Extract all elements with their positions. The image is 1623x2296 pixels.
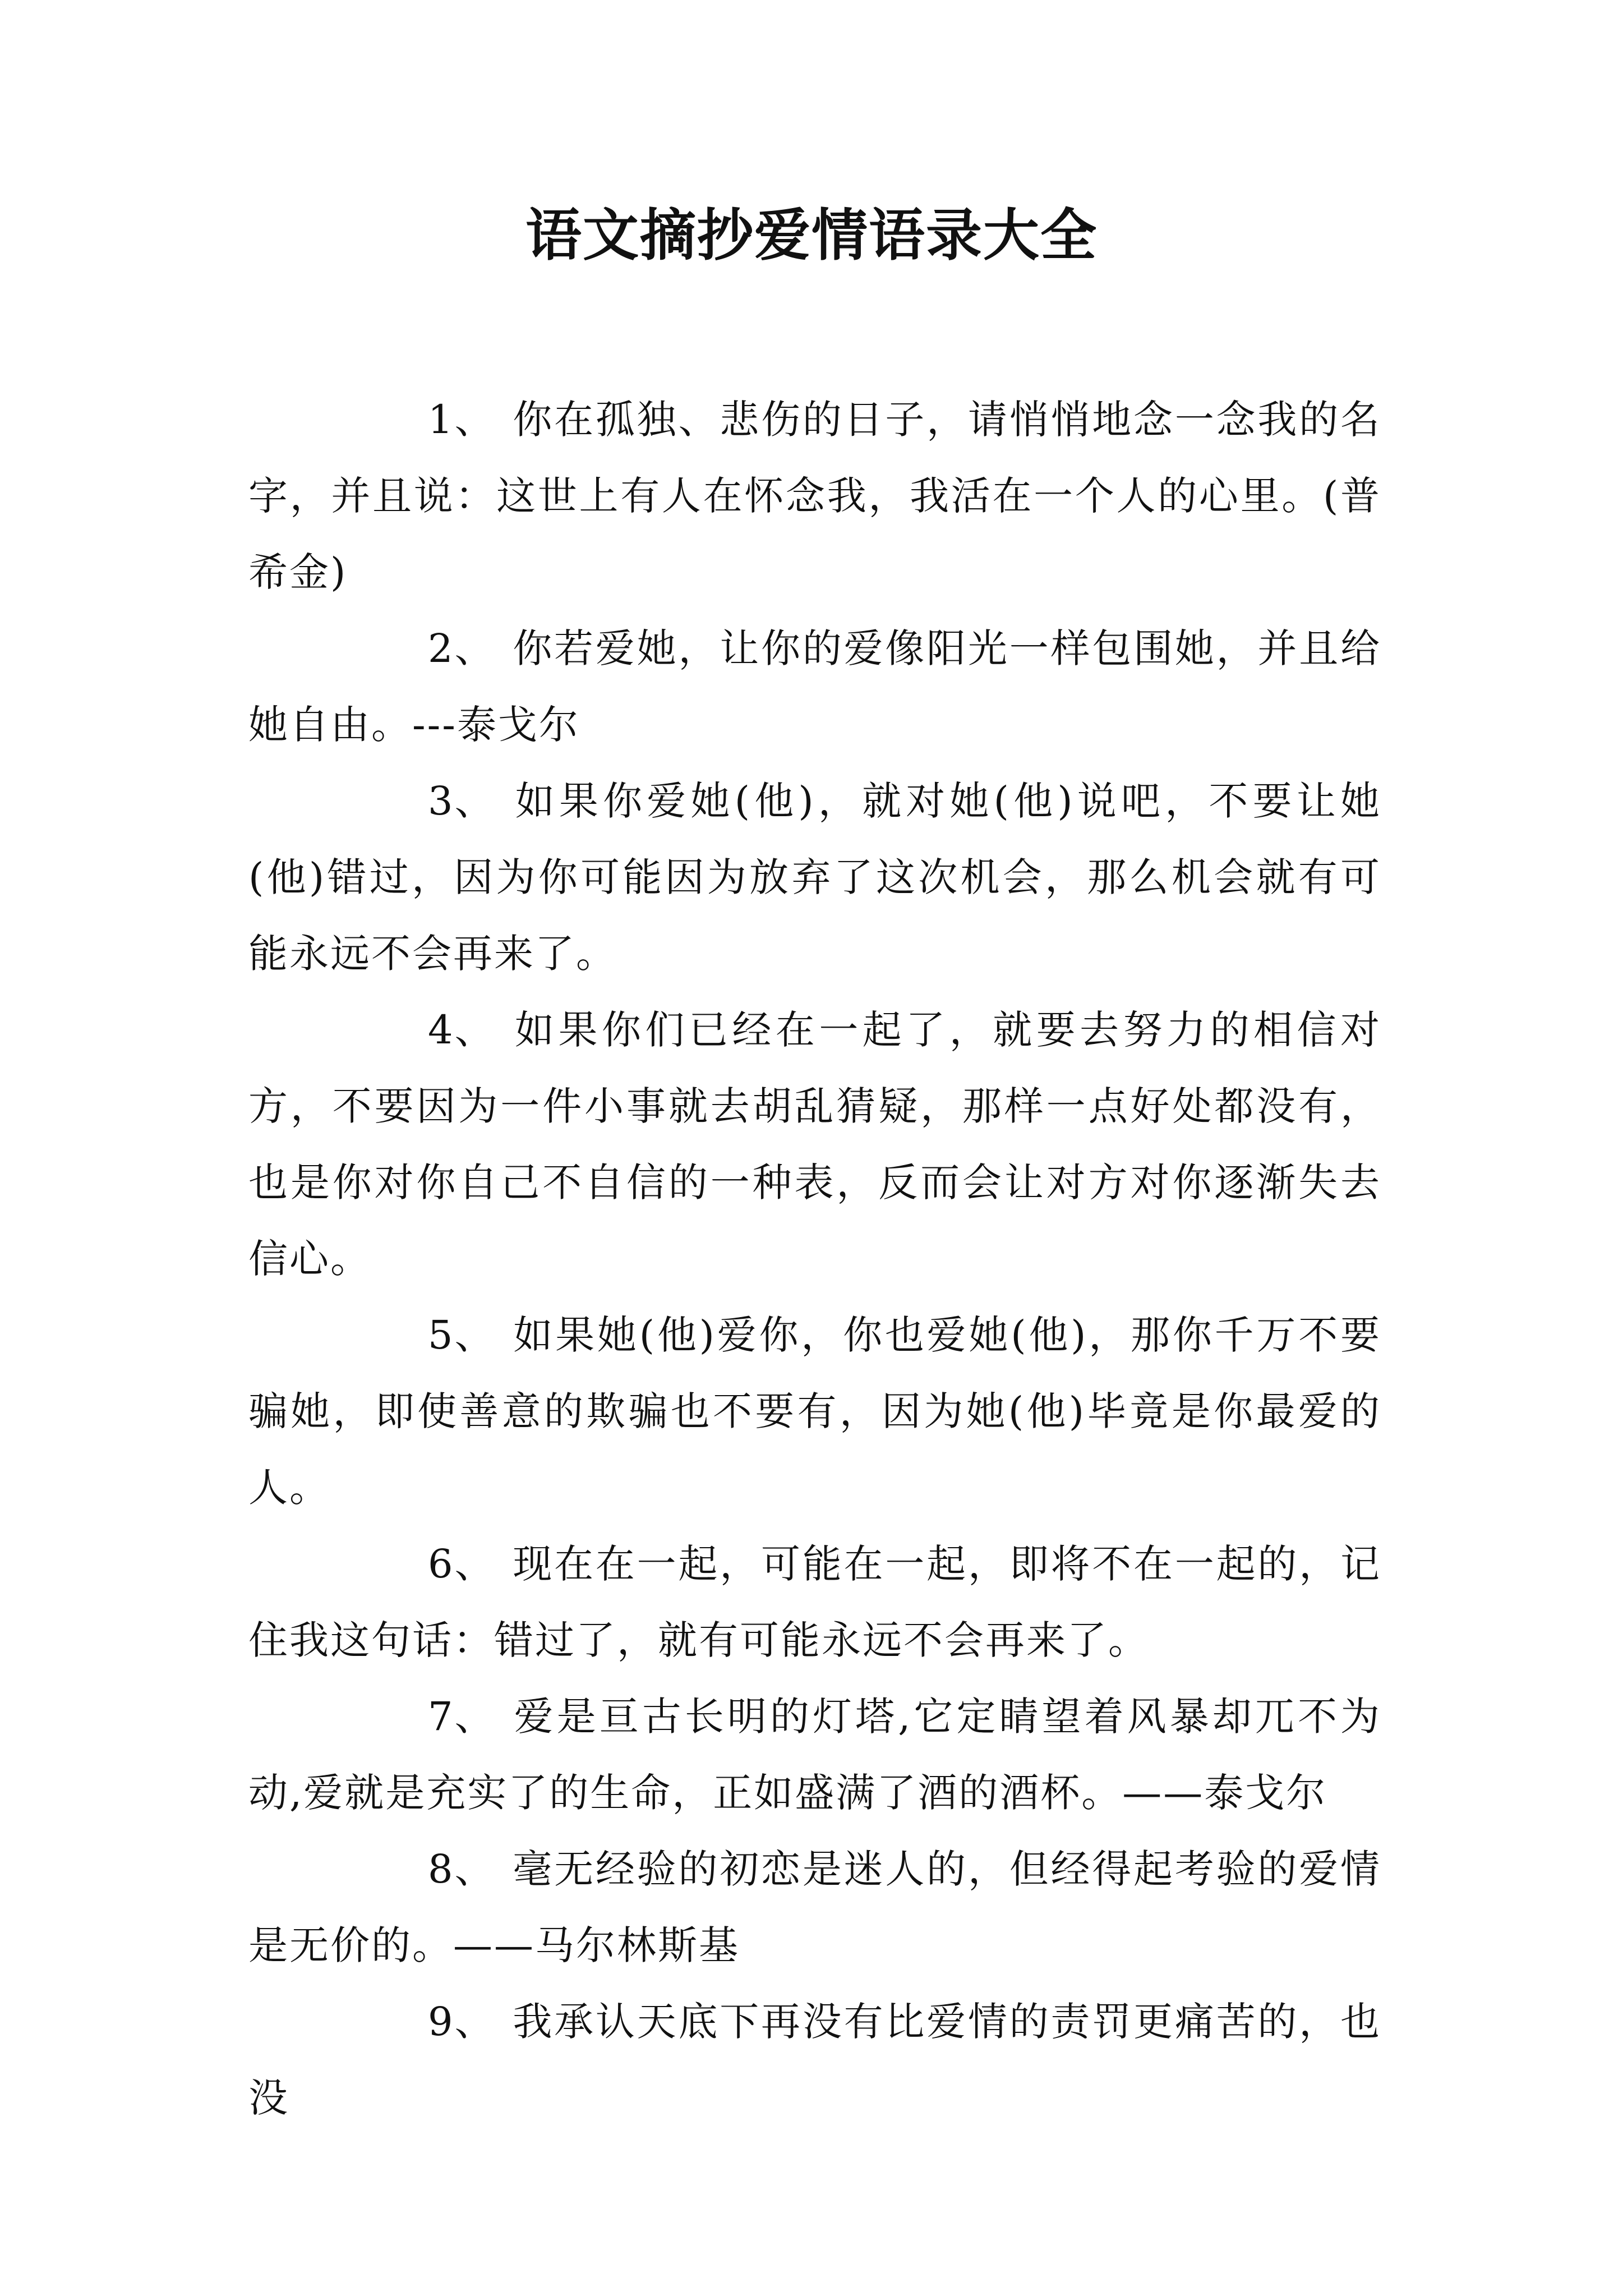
quote-text: 现在在一起，可能在一起，即将不在一起的，记住我这句话：错过了，就有可能永远不会再来了。 [248,1541,1381,1663]
quote-text: 爱是亘古长明的灯塔,它定睛望着风暴却兀不为动,爱就是充实了的生命，正如盛满了酒的酒杯。——泰戈尔 [248,1694,1381,1816]
quote-paragraph-6 [248,1526,1381,1678]
quote-paragraph-3 [248,763,1381,992]
quote-text: 毫无经验的初恋是迷人的，但经得起考验的爱情是无价的。——马尔林斯基 [248,1846,1381,1968]
quote-number: 3、 [428,778,496,824]
quote-number: 7、 [428,1694,496,1740]
quote-text: 如果她(他)爱你，你也爱她(他)，那你千万不要骗她，即使善意的欺骗也不要有，因为她(他)毕竟是你最爱的人。 [248,1312,1381,1511]
quote-number: 2、 [428,625,496,671]
quote-paragraph-7 [248,1678,1381,1831]
quote-paragraph-2 [248,610,1381,763]
quote-text: 你若爱她，让你的爱像阳光一样包围她，并且给她自由。---泰戈尔 [248,625,1381,748]
quote-paragraph-4 [248,992,1381,1297]
quote-paragraph-9 [248,1984,1381,2136]
quote-paragraph-1 [248,381,1381,610]
quote-number: 5、 [428,1312,496,1358]
quote-paragraph-8 [248,1831,1381,1984]
quote-text: 如果你爱她(他)，就对她(他)说吧，不要让她(他)错过，因为你可能因为放弃了这次机会，那么机会就有可能永远不会再来了。 [248,778,1381,977]
quote-number: 4、 [428,1007,496,1053]
quote-text: 我承认天底下再没有比爱情的责罚更痛苦的，也没 [248,1999,1381,2121]
quote-number: 6、 [428,1541,496,1587]
quote-text: 你在孤独、悲伤的日子，请悄悄地念一念我的名字，并且说：这世上有人在怀念我，我活在一个人的心里。(普希金) [248,397,1381,595]
document-body [248,381,1381,2136]
quote-number: 8、 [428,1846,496,1892]
quote-text: 如果你们已经在一起了，就要去努力的相信对方，不要因为一件小事就去胡乱猜疑，那样一点好处都没有，也是你对你自己不自信的一种表，反而会让对方对你逐渐失去信心。 [248,1007,1381,1282]
document-title: 语文摘抄爱情语录大全 [525,203,1098,268]
quote-number: 9、 [428,1999,496,2045]
quote-paragraph-5 [248,1297,1381,1526]
quote-number: 1、 [428,397,496,443]
